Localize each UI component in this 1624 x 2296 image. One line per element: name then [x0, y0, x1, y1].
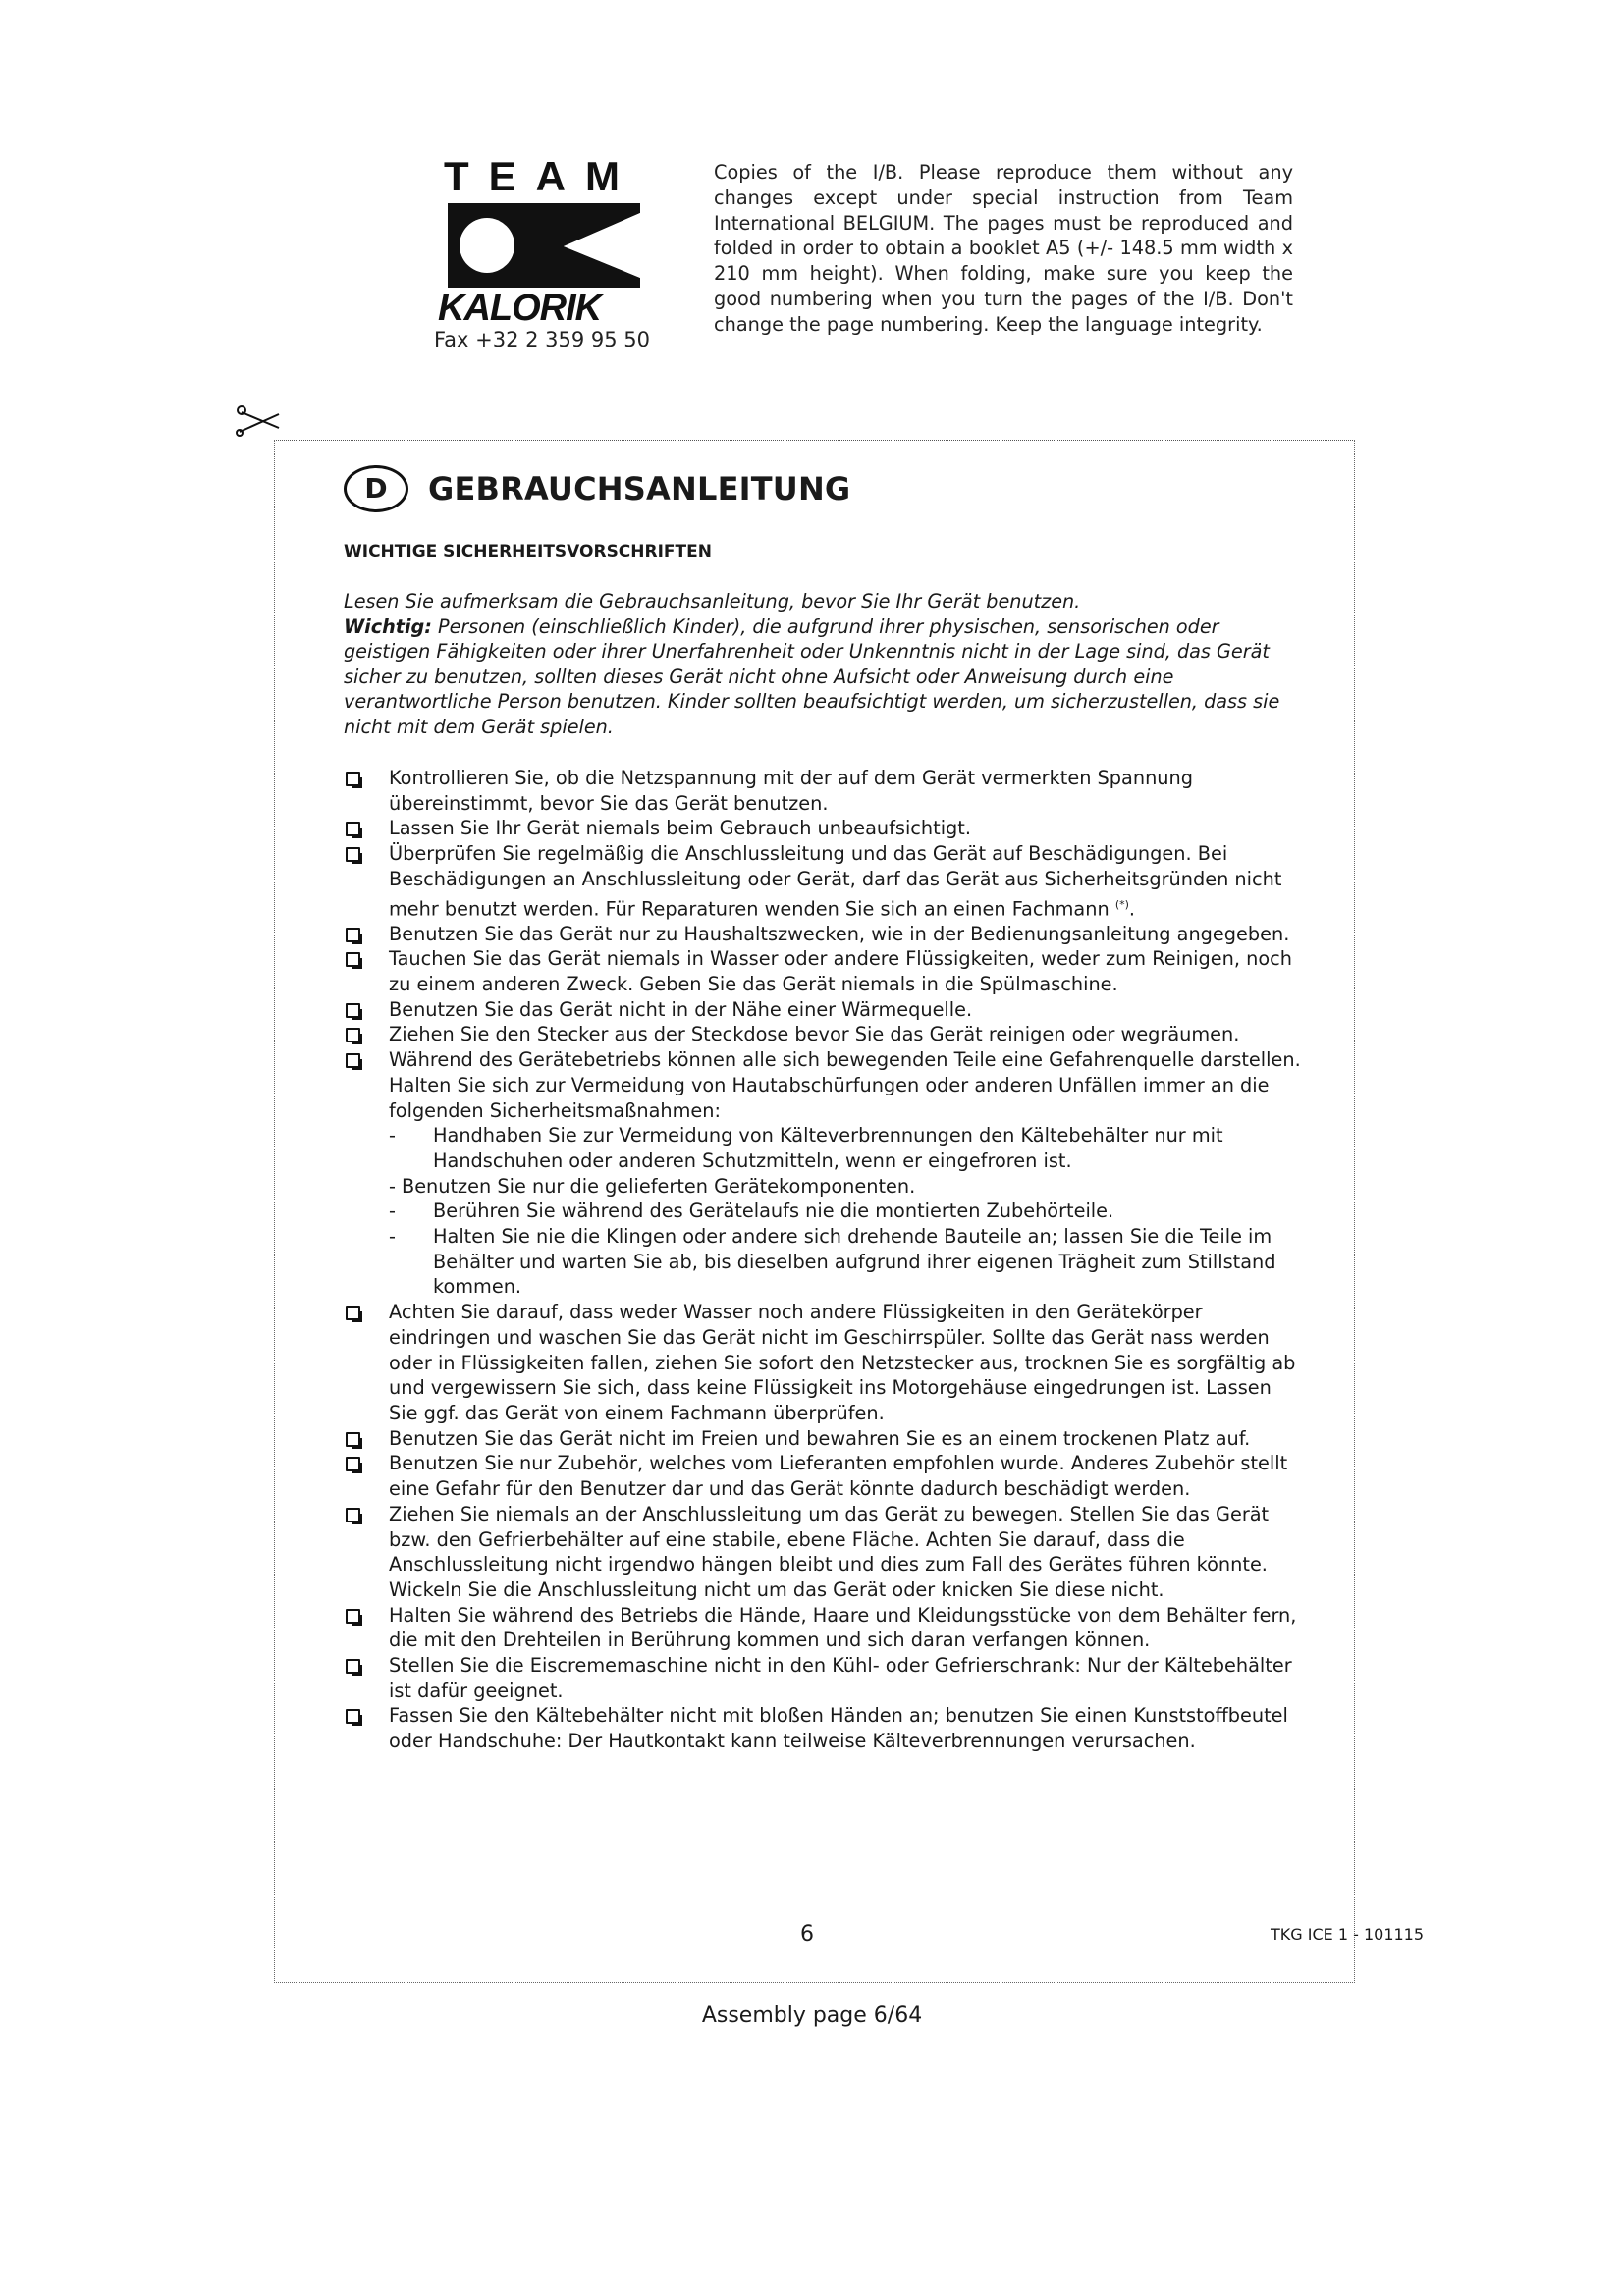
- scissors-icon: [236, 402, 281, 438]
- team-kalorik-logo: [430, 153, 666, 353]
- checkbox-bullet-icon: [346, 822, 360, 836]
- checkbox-bullet-icon: [346, 1053, 360, 1068]
- list-item: Ziehen Sie den Stecker aus der Steckdose bevor Sie das Gerät reinigen oder wegräumen.: [344, 1022, 1306, 1047]
- checkbox-bullet-icon: [346, 772, 360, 786]
- safety-instructions-list: [344, 766, 1306, 1754]
- sub-list-item: - Berühren Sie während des Gerätelaufs nie die montierten Zubehörteile.: [389, 1200, 1114, 1223]
- logo-brand-text: KALORIK: [438, 288, 602, 329]
- important-notice: [344, 614, 1294, 740]
- manual-title: GEBRAUCHSANLEITUNG: [428, 470, 851, 507]
- checkbox-bullet-icon: [346, 1609, 360, 1624]
- important-label: Wichtig:: [344, 614, 432, 638]
- section-title: WICHTIGE SICHERHEITSVORSCHRIFTEN: [344, 542, 712, 561]
- list-item: Benutzen Sie nur Zubehör, welches vom Lieferanten empfohlen wurde. Anderes Zubehör stellt eine Gefahr für den Benutzer dar und das Gerät könnte dadurch beschädigt werden.: [344, 1451, 1306, 1501]
- checkbox-bullet-icon: [346, 1432, 360, 1447]
- checkbox-bullet-icon: [346, 952, 360, 967]
- checkbox-bullet-icon: [346, 847, 360, 862]
- language-code-badge: D: [344, 465, 408, 512]
- checkbox-bullet-icon: [346, 1508, 360, 1522]
- logo-team-text: TEAM: [444, 153, 639, 199]
- list-item: Fassen Sie den Kältebehälter nicht mit bloßen Händen an; benutzen Sie einen Kunststoffbeutel oder Handschuhe: Der Hautkontakt kann teilweise Kälteverbrennungen verursachen.: [344, 1703, 1306, 1753]
- list-item: Benutzen Sie das Gerät nicht im Freien und bewahren Sie es an einem trockenen Platz auf.: [344, 1426, 1306, 1452]
- intro-paragraph: [344, 589, 1294, 739]
- list-item: Halten Sie während des Betriebs die Hände, Haare und Kleidungsstücke von dem Behälter fern, die mit den Drehteilen in Berührung kommen und sich daran verfangen können.: [344, 1603, 1306, 1653]
- list-item: Während des Gerätebetriebs können alle sich bewegenden Teile eine Gefahrenquelle darstellen. Halten Sie sich zur Vermeidung von Hautabschürfungen oder anderen Unfällen immer an die folgenden Sicherheitsmaßnahmen: - Handhaben Sie zur Vermeidung von Kälteverbrennungen den Kältebehälter nur mit Handschuhen oder anderen Schutzmitteln, wenn er eingefroren ist. - Benutzen Sie nur die gelieferten Gerätekomponenten. - Berühren Sie während des Gerätelaufs nie die montierten Zubehörteile. - Halten Sie nie die Klingen oder andere sich drehende Bauteile an; lassen Sie die Teile im Behälter und warten Sie ab, bis dieselben aufgrund ihrer eigenen Trägheit zum Stillstand kommen.: [344, 1047, 1306, 1300]
- checkbox-bullet-icon: [346, 1003, 360, 1018]
- list-item: Achten Sie darauf, dass weder Wasser noch andere Flüssigkeiten in den Gerätekörper eindringen und waschen Sie das Gerät nicht im Geschirrspüler. Sollte das Gerät nass werden oder in Flüssigkeiten fallen, ziehen Sie sofort den Netzstecker aus, trocknen Sie es sorgfältig ab und vergewissern Sie sich, dass keine Flüssigkeit ins Motorgehäuse eingedrungen ist. Lassen Sie ggf. das Gerät von einem Fachmann überprüfen.: [344, 1300, 1306, 1426]
- kalorik-k-icon: [448, 203, 640, 288]
- checkbox-bullet-icon: [346, 1709, 360, 1724]
- sub-list-item: - Benutzen Sie nur die gelieferten Gerätekomponenten.: [389, 1174, 916, 1198]
- list-item: Ziehen Sie niemals an der Anschlussleitung um das Gerät zu bewegen. Stellen Sie das Gerät bzw. den Gefrierbehälter auf eine stabile, ebene Fläche. Achten Sie darauf, dass die Anschlussleitung nicht irgendwo hängen bleibt und dies zum Fall des Gerätes führen könnte. Wickeln Sie die Anschlussleitung nicht um das Gerät oder knicken Sie diese nicht.: [344, 1502, 1306, 1603]
- list-item: Überprüfen Sie regelmäßig die Anschlussleitung und das Gerät auf Beschädigungen. Bei Beschädigungen an Anschlussleitung oder Gerät, darf das Gerät aus Sicherheitsgründen nicht mehr benutzt werden. Für Reparaturen wenden Sie sich an einen Fachmann (*).: [344, 841, 1306, 922]
- assembly-page-label: Assembly page 6/64: [701, 2003, 923, 2028]
- page-number: 6: [800, 1922, 814, 1947]
- manual-heading: [344, 463, 933, 518]
- important-text: Personen (einschließlich Kinder), die aufgrund ihrer physischen, sensorischen oder geistigen Fähigkeiten oder ihrer Unerfahrenheit oder Unkenntnis nicht in der Lage sind, das Gerät sicher zu benutzen, sollten dieses Gerät nicht ohne Aufsicht oder Anweisung durch eine verantwortliche Person benutzen. Kinder sollten beaufsichtigt werden, um sicherzustellen, dass sie nicht mit dem Gerät spielen.: [344, 614, 1280, 738]
- document-code: TKG ICE 1 - 101115: [1271, 1925, 1425, 1944]
- list-item: Benutzen Sie das Gerät nur zu Haushaltszwecken, wie in der Bedienungsanleitung angegeben.: [344, 922, 1306, 947]
- checkbox-bullet-icon: [346, 1659, 360, 1674]
- list-item: Kontrollieren Sie, ob die Netzspannung mit der auf dem Gerät vermerkten Spannung übereinstimmt, bevor Sie das Gerät benutzen.: [344, 766, 1306, 816]
- sub-list-item: - Halten Sie nie die Klingen oder andere sich drehende Bauteile an; lassen Sie die Teile im Behälter und warten Sie ab, bis dieselben aufgrund ihrer eigenen Trägheit zum Stillstand kommen.: [389, 1225, 1276, 1299]
- intro-line: Lesen Sie aufmerksam die Gebrauchsanleitung, bevor Sie Ihr Gerät benutzen.: [344, 590, 1081, 613]
- checkbox-bullet-icon: [346, 1028, 360, 1042]
- checkbox-bullet-icon: [346, 928, 360, 942]
- sub-list: [389, 1123, 1306, 1300]
- fax-number: Fax +32 2 359 95 50: [434, 328, 651, 351]
- list-item: Tauchen Sie das Gerät niemals in Wasser oder andere Flüssigkeiten, weder zum Reinigen, noch zu einem anderen Zweck. Geben Sie das Gerät niemals in die Spülmaschine.: [344, 946, 1306, 996]
- list-item: Lassen Sie Ihr Gerät niemals beim Gebrauch unbeaufsichtigt.: [344, 816, 1306, 841]
- sub-list-item: - Handhaben Sie zur Vermeidung von Kälteverbrennungen den Kältebehälter nur mit Handschuhen oder anderen Schutzmitteln, wenn er eingefroren ist.: [389, 1124, 1223, 1172]
- list-item: Stellen Sie die Eiscrememaschine nicht in den Kühl- oder Gefrierschrank: Nur der Kältebehälter ist dafür geeignet.: [344, 1653, 1306, 1703]
- checkbox-bullet-icon: [346, 1306, 360, 1320]
- checkbox-bullet-icon: [346, 1457, 360, 1471]
- reproduction-instructions: Copies of the I/B. Please reproduce them without any changes except under special instruction from Team International BELGIUM. The pages must be reproduced and folded in order to obtain a booklet A5 (+/- 148.5 mm width x 210 mm height). When folding, make sure you keep the good numbering when you turn the pages of the I/B. Don't change the page numbering. Keep the language integrity.: [714, 161, 1293, 336]
- list-item: Benutzen Sie das Gerät nicht in der Nähe einer Wärmequelle.: [344, 997, 1306, 1023]
- footnote-mark: (*): [1114, 897, 1129, 911]
